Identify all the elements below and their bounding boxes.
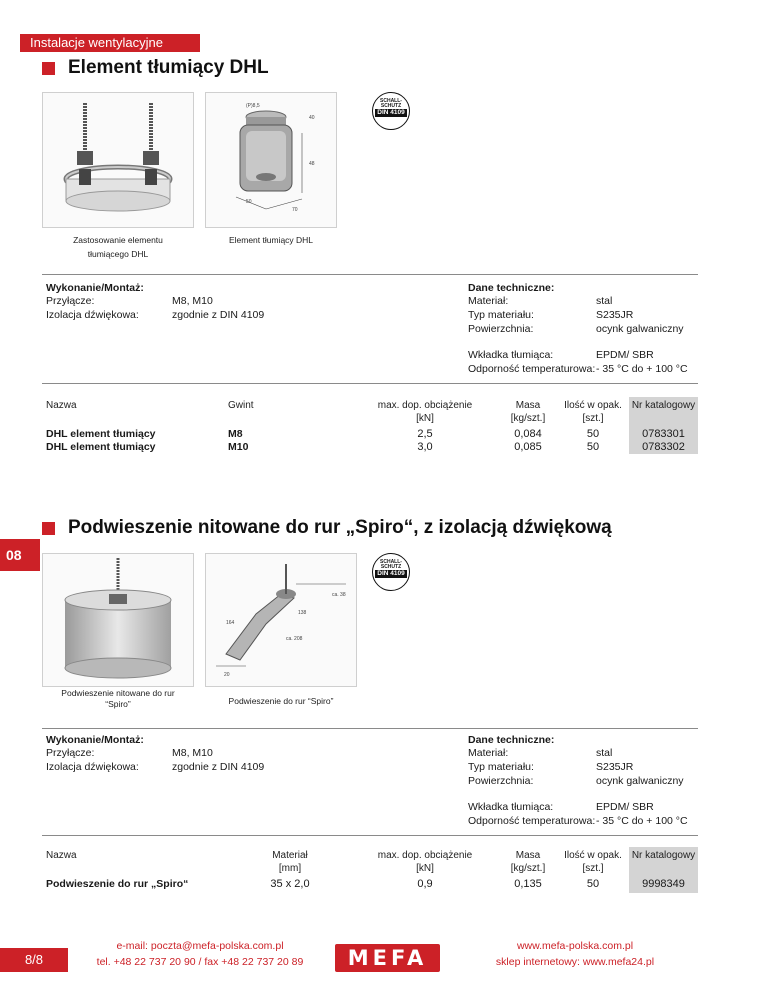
divider — [42, 274, 698, 275]
spec-label: Typ materiału: — [468, 309, 534, 321]
table-header-masa: Masa [kg/szt.] — [510, 850, 546, 874]
spec-label: Odporność temperaturowa: — [468, 363, 596, 375]
table-cell-ilosc: 50 — [586, 878, 600, 890]
table-header-load: max. dop. obciążenie [kN] — [377, 850, 473, 874]
table-header-masa: Masa [kg/szt.] — [510, 400, 546, 424]
spec-value: ocynk galwaniczny — [596, 775, 684, 787]
spec-value: S235JR — [596, 309, 634, 321]
spec-value: M8, M10 — [172, 295, 213, 307]
table-cell-nazwa: DHL element tłumiący — [46, 441, 156, 453]
section-marker — [42, 522, 55, 535]
footer-shop-link[interactable]: sklep internetowy: www.mefa24.pl — [495, 956, 655, 968]
spec-value: - 35 °C do + 100 °C — [596, 363, 688, 375]
drawing-label: 48 — [309, 161, 315, 167]
table-cell-load: 2,5 — [417, 428, 433, 440]
badge-line1: SCHALL- — [380, 559, 402, 565]
spec-label: Przyłącze: — [46, 295, 95, 307]
page-number: 8/8 — [0, 948, 68, 972]
section2-photo-spiro — [42, 553, 194, 687]
spec-value: stal — [596, 747, 613, 759]
table-header-gwint: Gwint — [228, 400, 254, 411]
dhl-element-drawing — [206, 93, 336, 227]
pipe-clamp-illustration — [43, 93, 193, 227]
spec-label: Przyłącze: — [46, 747, 95, 759]
table-cell-masa: 0,135 — [514, 878, 542, 890]
drawing-label: 40 — [309, 115, 315, 121]
spec-label: Typ materiału: — [468, 761, 534, 773]
section1-drawing-dhl — [205, 92, 337, 228]
divider — [42, 728, 698, 729]
table-header-nr: Nr katalogowy — [631, 400, 696, 411]
table-cell-ilosc: 50 — [586, 441, 600, 453]
spec-label: Izolacja dźwiękowa: — [46, 309, 139, 321]
wykonanie-heading: Wykonanie/Montaż: — [46, 734, 144, 746]
table-cell-nazwa: Podwieszenie do rur „Spiro“ — [46, 878, 189, 890]
mefa-logo: MEFA — [335, 944, 440, 972]
section2-caption-right: Podwieszenie do rur “Spiro” — [228, 696, 334, 706]
spec-value: EPDM/ SBR — [596, 801, 654, 813]
spec-label: Materiał: — [468, 747, 509, 759]
drawing-label: 50 — [246, 199, 252, 205]
drawing-label: ca. 208 — [286, 636, 303, 642]
chapter-tab: 08 — [0, 539, 40, 571]
dane-heading: Dane techniczne: — [468, 282, 555, 294]
spec-value: EPDM/ SBR — [596, 349, 654, 361]
badge-line1: SCHALL- — [380, 98, 402, 104]
spec-label: Odporność temperaturowa: — [468, 815, 596, 827]
spec-value: zgodnie z DIN 4109 — [172, 761, 265, 773]
spec-value: ocynk galwaniczny — [596, 323, 684, 335]
table-cell-material: 35 x 2,0 — [270, 878, 310, 890]
table-cell-nr: 0783302 — [642, 441, 685, 453]
spec-value: S235JR — [596, 761, 634, 773]
section-marker — [42, 62, 55, 75]
table-cell-gwint: M10 — [228, 441, 249, 453]
footer-website[interactable]: www.mefa-polska.com.pl — [516, 940, 634, 952]
badge-line2: SCHUTZ — [380, 103, 402, 109]
spec-label: Materiał: — [468, 295, 509, 307]
section2-caption-left: Podwieszenie nitowane do rur “Spiro” — [61, 688, 175, 709]
table-header-ilosc: Ilość w opak. [szt.] — [564, 850, 622, 874]
spec-label: Izolacja dźwiękowa: — [46, 761, 139, 773]
spiro-clamp-illustration — [43, 554, 193, 686]
category-header: Instalacje wentylacyjne — [20, 34, 200, 52]
section1-photo-application — [42, 92, 194, 228]
schallschutz-badge — [372, 92, 410, 130]
table-cell-nazwa: DHL element tłumiący — [46, 428, 156, 440]
table-cell-nr: 0783301 — [642, 428, 685, 440]
spec-value: stal — [596, 295, 613, 307]
drawing-label: 138 — [298, 610, 307, 616]
dane-heading: Dane techniczne: — [468, 734, 555, 746]
spec-value: - 35 °C do + 100 °C — [596, 815, 688, 827]
table-header-nazwa: Nazwa — [46, 400, 77, 411]
table-cell-ilosc: 50 — [586, 428, 600, 440]
section2-drawing-spiro — [205, 553, 357, 687]
divider — [42, 835, 698, 836]
spiro-bracket-drawing — [206, 554, 356, 686]
spec-label: Powierzchnia: — [468, 775, 534, 787]
table-header-nr: Nr katalogowy — [631, 850, 696, 861]
drawing-label: 20 — [224, 672, 230, 678]
spec-label: Wkładka tłumiąca: — [468, 801, 554, 813]
table-header-nazwa: Nazwa — [46, 850, 77, 861]
divider — [42, 383, 698, 384]
drawing-label: 70 — [292, 207, 298, 213]
table-cell-masa: 0,084 — [514, 428, 542, 440]
spec-label: Powierzchnia: — [468, 323, 534, 335]
table-header-material: Materiał [mm] — [272, 850, 308, 874]
section1-caption-right: Element tłumiący DHL — [228, 235, 314, 245]
drawing-label: (P)8,5 — [246, 103, 260, 109]
footer-phone: tel. +48 22 737 20 90 / fax +48 22 737 20 89 — [96, 956, 304, 968]
table-header-load: max. dop. obciążenie [kN] — [377, 400, 473, 424]
table-cell-nr: 9998349 — [642, 878, 685, 890]
schallschutz-badge — [372, 553, 410, 591]
table-cell-load: 0,9 — [417, 878, 433, 890]
drawing-label: 164 — [226, 620, 235, 626]
badge-line2: SCHUTZ — [380, 564, 402, 570]
spec-label: Wkładka tłumiąca: — [468, 349, 554, 361]
section1-title: Element tłumiący DHL — [68, 57, 269, 78]
table-cell-gwint: M8 — [228, 428, 243, 440]
wykonanie-heading: Wykonanie/Montaż: — [46, 282, 144, 294]
footer-email[interactable]: e-mail: poczta@mefa-polska.com.pl — [116, 940, 284, 952]
spec-value: zgodnie z DIN 4109 — [172, 309, 265, 321]
spec-value: M8, M10 — [172, 747, 213, 759]
table-header-ilosc: Ilość w opak. [szt.] — [564, 400, 622, 424]
drawing-label: ca. 38 — [332, 592, 346, 598]
badge-din: DIN 4109 — [375, 570, 407, 578]
badge-din: DIN 4109 — [375, 109, 407, 117]
section1-caption-left: Zastosowanie elementu tłumiącego DHL — [73, 235, 163, 259]
section2-title: Podwieszenie nitowane do rur „Spiro“, z izolacją dźwiękową — [68, 517, 612, 538]
table-cell-masa: 0,085 — [514, 441, 542, 453]
table-cell-load: 3,0 — [417, 441, 433, 453]
